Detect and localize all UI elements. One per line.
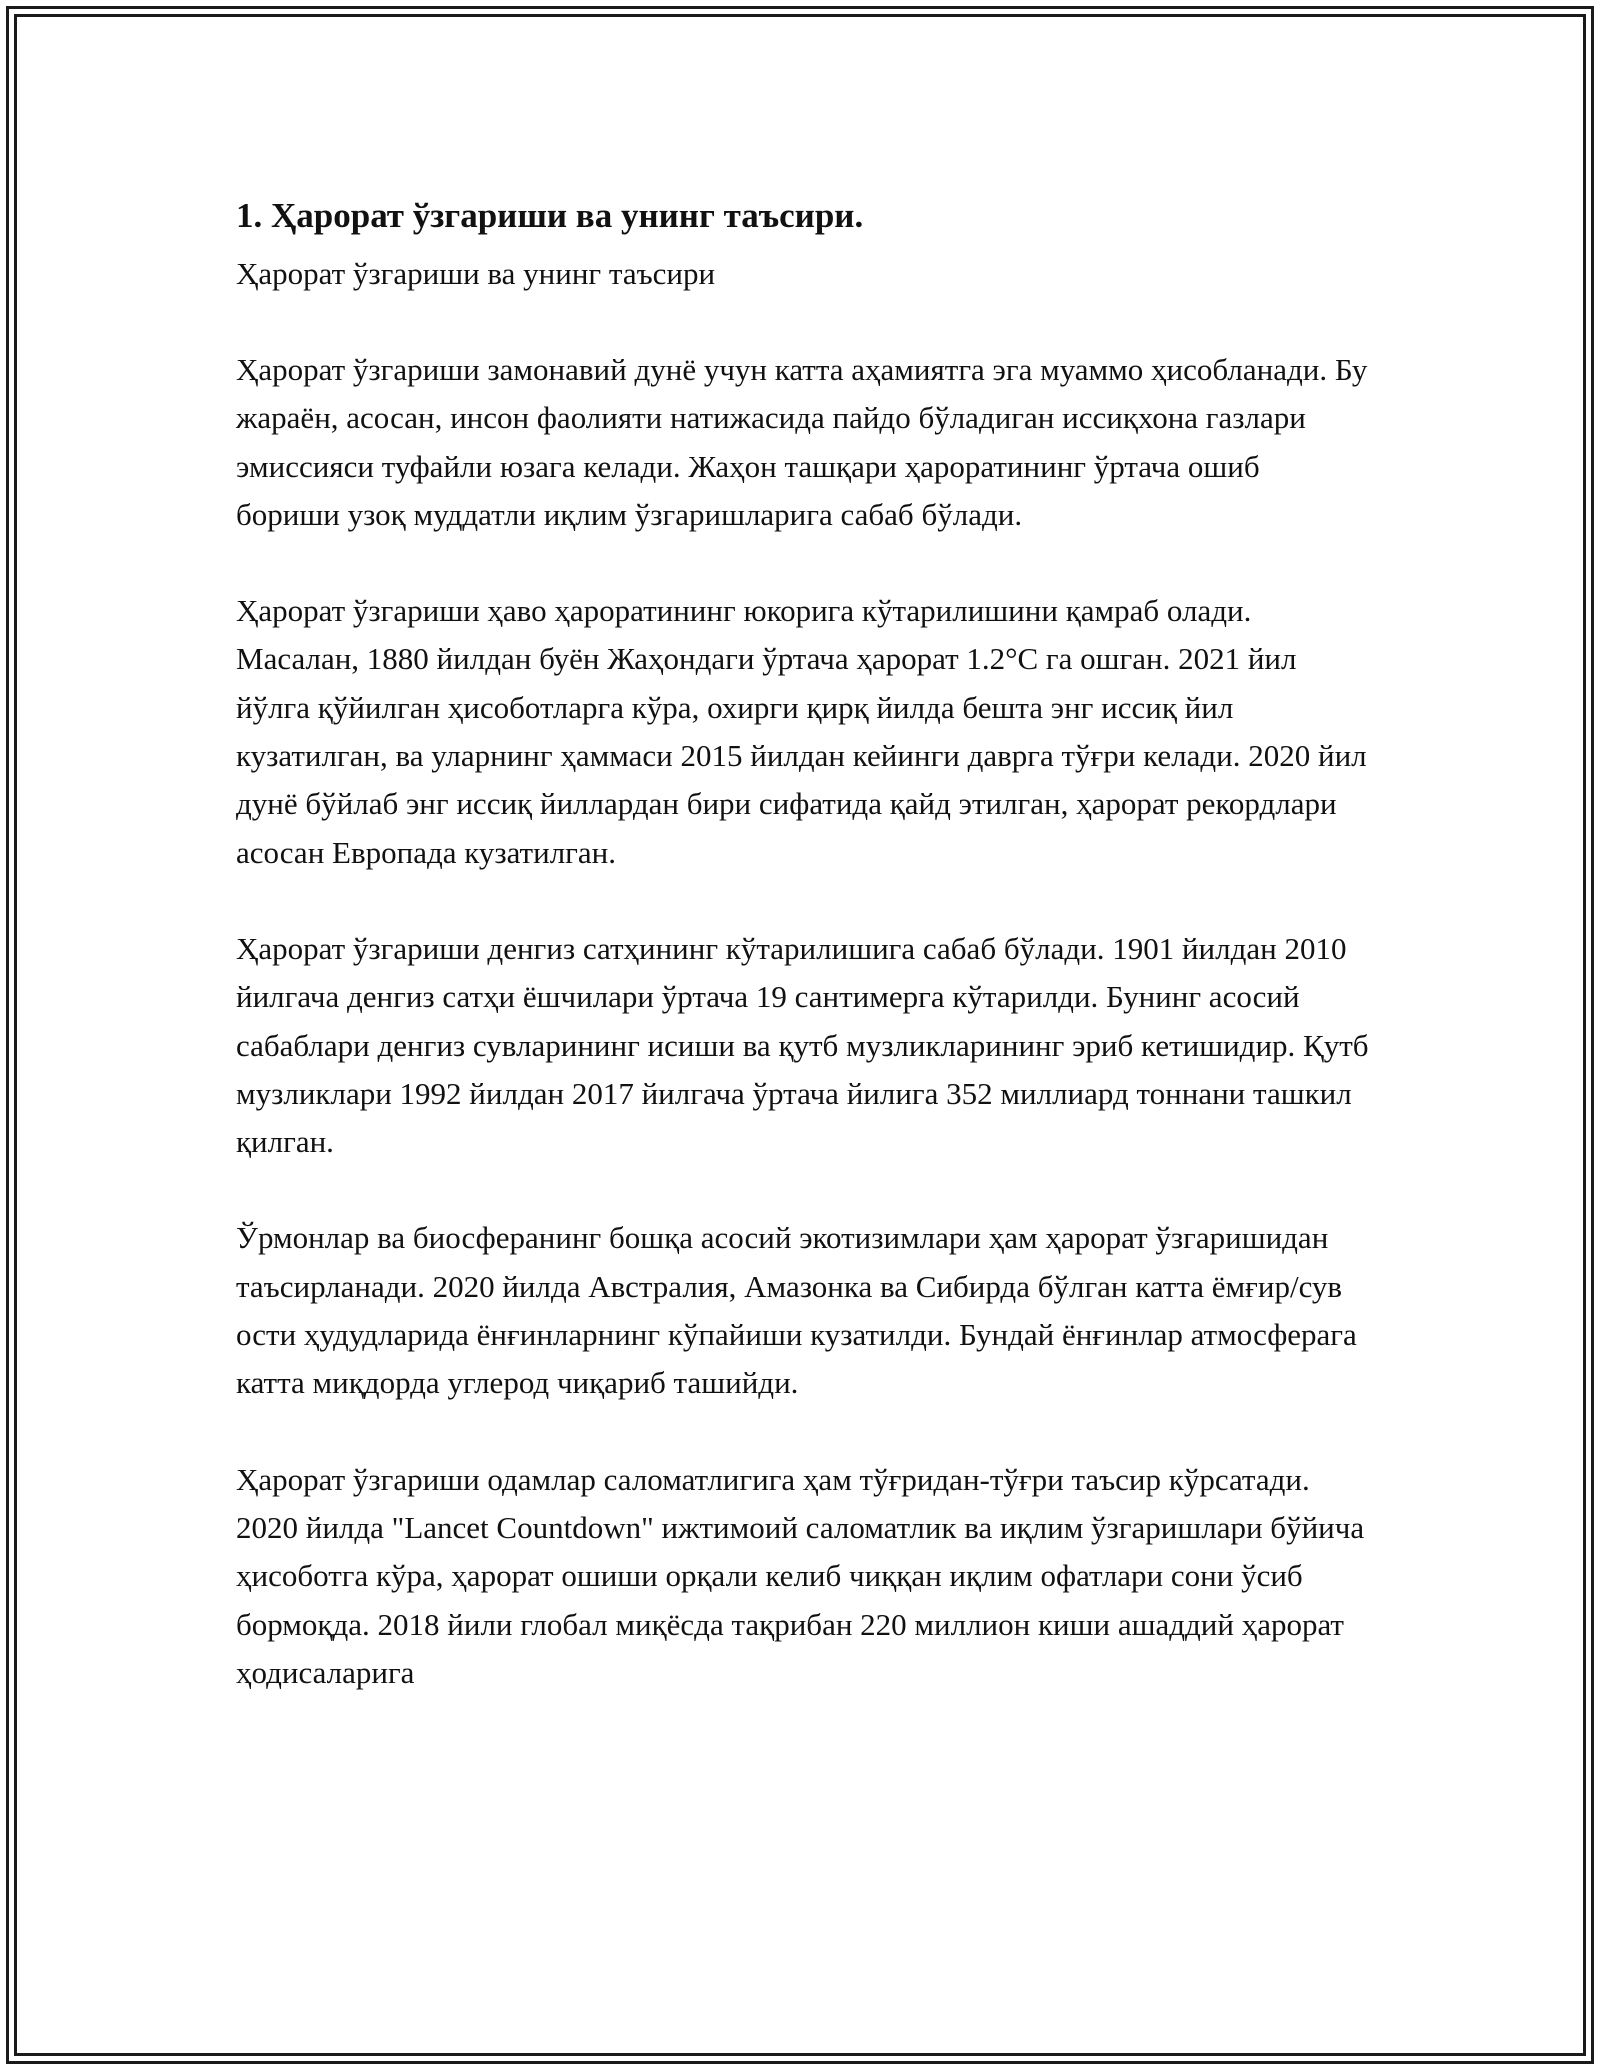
paragraph-4: Ўрмонлар ва биосферанинг бошқа асосий экотизимлари ҳам ҳарорат ўзгаришидан таъсирланади. 2020 йилда Австралия, Амазонка ва Сибирда бўлган катта ёмғир/сув ости ҳудудларида ёнғинларнинг кўпайиши кузатилди. Бундай ёнғинлар атмосферага катта миқдорда углерод чиқариб ташийди. [236,1220,1357,1401]
paragraph-3: Ҳарорат ўзгариши денгиз сатҳининг кўтарилишига сабаб бўлади. 1901 йилдан 2010 йилгача денгиз сатҳи ёшчилари ўртача 19 сантимерга кўтарилди. Бунинг асосий сабаблари денгиз сувларининг исиши ва қутб музликларининг эриб кетишидир. Қутб музликлари 1992 йилдан 2017 йилгача ўртача йилига 352 миллиард тоннани ташкил қилган. [236,930,1369,1160]
paragraph-5: Ҳарорат ўзгариши одамлар саломатлигига ҳам тўғридан-тўғри таъсир кўрсатади. 2020 йилда "Lancet Countdown" ижтимоий саломатлик ва иқлим ўзгаришлари бўйича ҳисоботга кўра, ҳарорат ошиши орқали келиб чиққан иқлим офатлари сони ўсиб бормоқда. 2018 йили глобал миқёсда тақрибан 220 миллион киши ашаддий ҳарорат ҳодисаларига [236,1461,1365,1690]
document-heading: 1. Ҳарорат ўзгариши ва унинг таъсири. [236,196,864,235]
document-subtitle: Ҳарорат ўзгариши ва унинг таъсири [236,256,716,291]
paragraph-2: Ҳарорат ўзгариши ҳаво ҳароратининг юкорига кўтарилишини қамраб олади. Масалан, 1880 йилдан буён Жаҳондаги ўртача ҳарорат 1.2°C га ошган. 2021 йил йўлга қўйилган ҳисоботларга кўра, охирги қирқ йилда бешта энг иссиқ йил кузатилган, ва уларнинг ҳаммаси 2015 йилдан кейинги даврга тўғри келади. 2020 йил дунё бўйлаб энг иссиқ йиллардан бири сифатида қайд этилган, ҳарорат рекордлари асосан Европада кузатилган. [236,593,1367,870]
paragraph-1: Ҳарорат ўзгариши замонавий дунё учун катта аҳамиятга эга муаммо ҳисобланади. Бу жараён, асосан, инсон фаолияти натижасида пайдо бўладиган иссиқхона газлари эмиссияси туфайли юзага келади. Жаҳон ташқари ҳароратининг ўртача ошиб бориши узоқ муддатли иқлим ўзгаришларига сабаб бўлади. [236,352,1368,532]
document-body [236,188,1371,1697]
